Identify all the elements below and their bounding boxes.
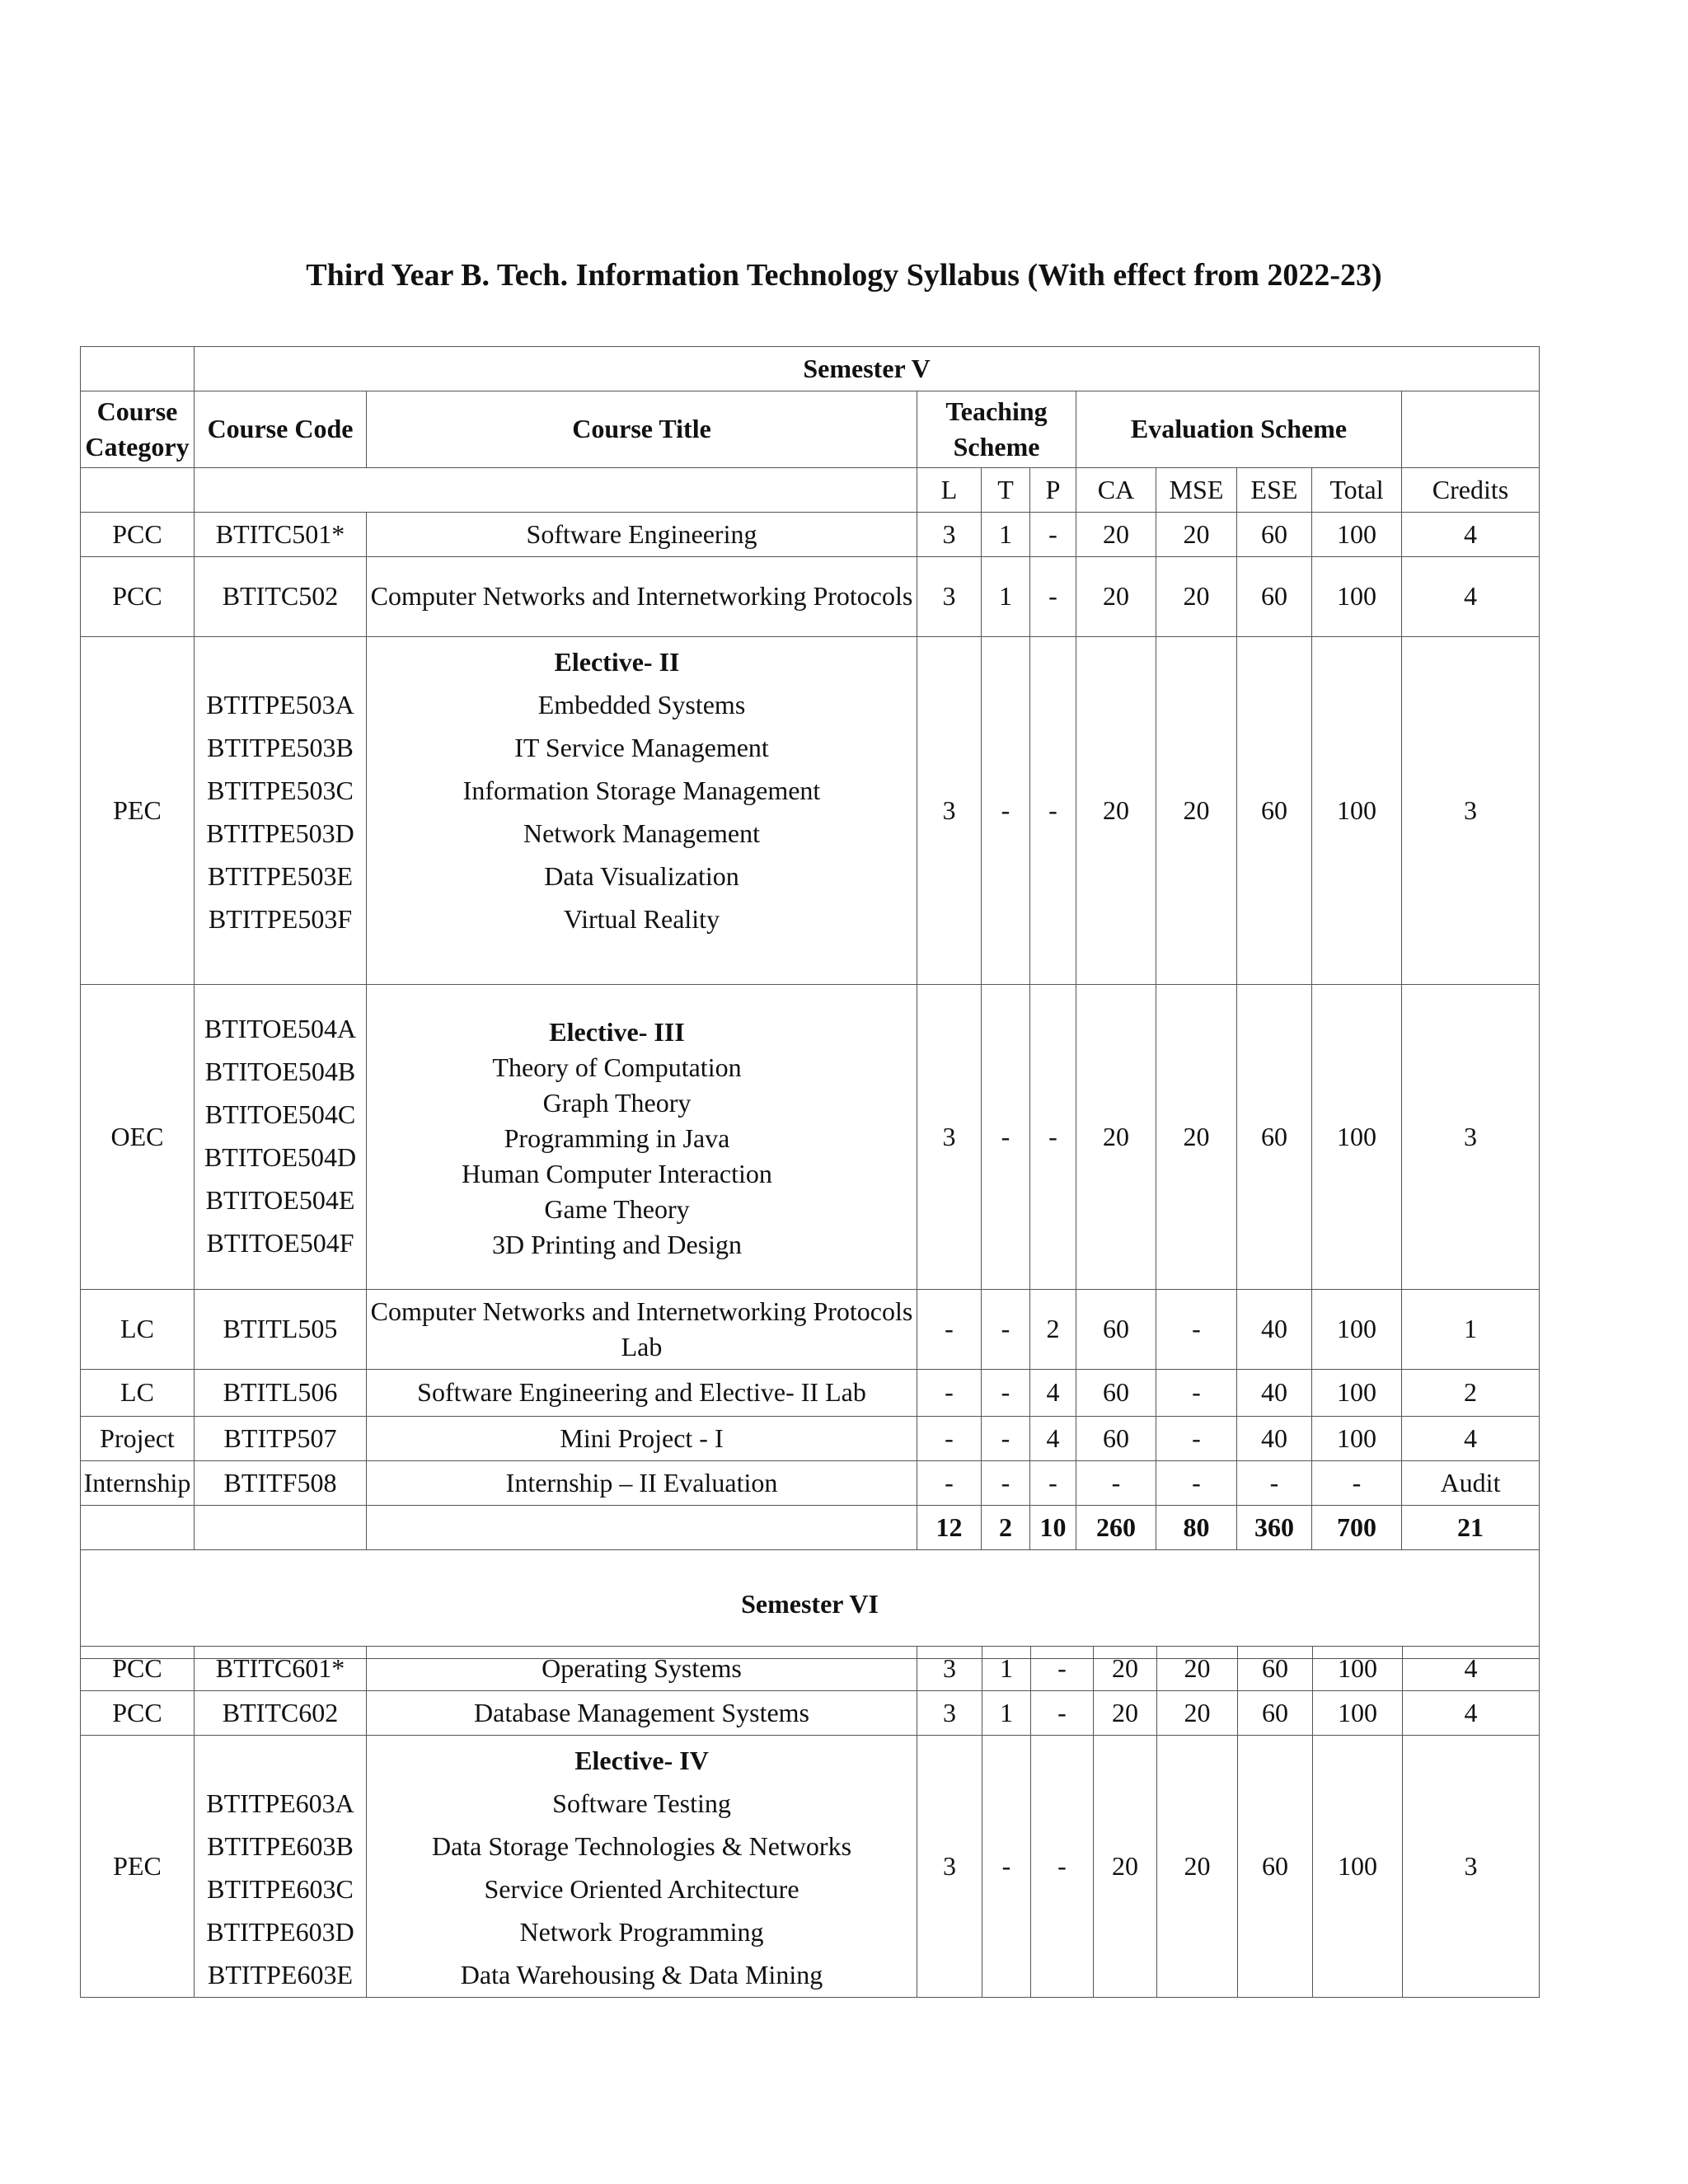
course-ese: 60	[1237, 985, 1312, 1290]
header-t: T	[982, 468, 1030, 513]
course-code: BTITPE503A	[206, 690, 354, 719]
course-title: Data Storage Technologies & Networks	[431, 1831, 852, 1861]
course-mse: 20	[1157, 1691, 1238, 1736]
course-code: BTITOE504E	[205, 1185, 355, 1215]
page-title: Third Year B. Tech. Information Technology Syllabus (With effect from 2022-23)	[306, 258, 1382, 293]
course-category: PCC	[81, 557, 195, 637]
course-code: BTITPE603D	[206, 1917, 354, 1947]
course-total: 100	[1313, 1647, 1403, 1691]
course-title: Network Management	[523, 818, 760, 848]
total-credits: 21	[1402, 1506, 1540, 1550]
elective-codes	[195, 1736, 367, 1998]
course-ese: 60	[1238, 1691, 1313, 1736]
elective-codes	[195, 637, 367, 985]
course-ca: -	[1076, 1461, 1156, 1506]
course-p: 4	[1030, 1370, 1076, 1417]
course-title: Programming in Java	[504, 1123, 730, 1153]
totals-row	[81, 1506, 1540, 1550]
elective-iv-row	[81, 1736, 1540, 1998]
course-p: -	[1030, 637, 1076, 985]
elective-heading: Elective- IV	[574, 1746, 709, 1775]
total-p: 10	[1030, 1506, 1076, 1550]
course-ese: 60	[1237, 637, 1312, 985]
course-mse: 20	[1156, 513, 1237, 557]
course-ese: 60	[1237, 513, 1312, 557]
course-code: BTITC602	[195, 1691, 367, 1736]
header-ca: CA	[1076, 468, 1156, 513]
course-category: LC	[81, 1290, 195, 1370]
course-l: -	[917, 1370, 982, 1417]
subheader-row	[81, 468, 1540, 513]
course-code: BTITPE603A	[206, 1788, 354, 1818]
course-total: 100	[1312, 637, 1402, 985]
elective-iii-row	[81, 985, 1540, 1290]
course-ca: 60	[1076, 1290, 1156, 1370]
course-p: 2	[1030, 1290, 1076, 1370]
course-title: Information Storage Management	[462, 776, 821, 805]
course-title: IT Service Management	[514, 733, 769, 762]
course-title: Software Testing	[552, 1788, 731, 1818]
semester-vi-table	[80, 1646, 1540, 1998]
course-ca: 20	[1076, 637, 1156, 985]
course-code: BTITPE503B	[207, 733, 354, 762]
course-mse: -	[1156, 1417, 1237, 1461]
course-category: PCC	[81, 1647, 195, 1691]
course-row	[81, 513, 1540, 557]
course-mse: -	[1156, 1461, 1237, 1506]
course-ca: 20	[1076, 513, 1156, 557]
course-code: BTITPE603C	[207, 1874, 354, 1904]
semester-vi-label: Semester VI	[81, 1550, 1540, 1659]
course-credits: 4	[1402, 1417, 1540, 1461]
course-title: Computer Networks and Internetworking Protocols	[367, 557, 917, 637]
course-ese: 40	[1237, 1417, 1312, 1461]
course-t: -	[982, 1461, 1030, 1506]
course-t: 1	[982, 557, 1030, 637]
course-credits: 4	[1402, 557, 1540, 637]
course-credits: 4	[1402, 513, 1540, 557]
total-mse: 80	[1156, 1506, 1237, 1550]
course-ese: 40	[1237, 1290, 1312, 1370]
course-mse: -	[1156, 1290, 1237, 1370]
course-l: -	[917, 1461, 982, 1506]
course-code: BTITC502	[195, 557, 367, 637]
course-l: 3	[917, 1691, 982, 1736]
course-row	[81, 557, 1540, 637]
course-title: Operating Systems	[367, 1647, 917, 1691]
course-mse: 20	[1156, 637, 1237, 985]
course-code: BTITOE504F	[206, 1228, 354, 1258]
course-title: 3D Printing and Design	[491, 1230, 743, 1259]
course-credits: 3	[1402, 637, 1540, 985]
course-code: BTITP507	[195, 1417, 367, 1461]
course-p: 4	[1030, 1417, 1076, 1461]
course-p: -	[1031, 1691, 1094, 1736]
course-title: Data Visualization	[544, 861, 739, 891]
course-category: PCC	[81, 1691, 195, 1736]
course-credits: 1	[1402, 1290, 1540, 1370]
course-l: 3	[917, 637, 982, 985]
header-p: P	[1030, 468, 1076, 513]
course-title: Service Oriented Architecture	[484, 1874, 799, 1904]
course-category: Internship	[81, 1461, 195, 1506]
course-row	[81, 1461, 1540, 1506]
course-total: 100	[1313, 1691, 1403, 1736]
elective-ii-row	[81, 637, 1540, 985]
course-p: -	[1030, 985, 1076, 1290]
header-mse: MSE	[1156, 468, 1237, 513]
course-credits: Audit	[1402, 1461, 1540, 1506]
course-l: 3	[917, 1647, 982, 1691]
semester-label-row	[81, 347, 1540, 391]
course-t: 1	[982, 1647, 1031, 1691]
course-mse: -	[1156, 1370, 1237, 1417]
course-ca: 60	[1076, 1417, 1156, 1461]
course-t: 1	[982, 1691, 1031, 1736]
semester-v-label: Semester V	[195, 347, 1540, 391]
course-credits: 3	[1402, 985, 1540, 1290]
header-course-code: Course Code	[195, 391, 367, 468]
course-code: BTITL505	[195, 1290, 367, 1370]
course-ca: 60	[1076, 1370, 1156, 1417]
course-code: BTITOE504B	[204, 1057, 356, 1086]
elective-heading: Elective- II	[554, 647, 680, 677]
course-title: Virtual Reality	[563, 904, 720, 934]
elective-titles	[367, 1736, 917, 1998]
course-category: Project	[81, 1417, 195, 1461]
course-total: -	[1312, 1461, 1402, 1506]
course-row	[81, 1290, 1540, 1370]
semester-vi-label-row	[81, 1550, 1540, 1659]
course-code: BTITPE603E	[208, 1960, 353, 1990]
course-mse: 20	[1157, 1736, 1238, 1998]
course-l: -	[917, 1290, 982, 1370]
header-l: L	[917, 468, 982, 513]
course-t: -	[982, 1370, 1030, 1417]
course-title: Internship – II Evaluation	[367, 1461, 917, 1506]
course-p: -	[1030, 513, 1076, 557]
course-code: BTITPE503C	[207, 776, 354, 805]
header-evaluation-scheme: Evaluation Scheme	[1076, 391, 1402, 468]
course-p: -	[1030, 557, 1076, 637]
course-ca: 20	[1094, 1647, 1157, 1691]
course-ca: 20	[1094, 1736, 1157, 1998]
course-title: Software Engineering	[367, 513, 917, 557]
header-credits: Credits	[1402, 468, 1540, 513]
header-ese: ESE	[1237, 468, 1312, 513]
course-mse: 20	[1157, 1647, 1238, 1691]
header-teaching-scheme: Teaching Scheme	[917, 391, 1076, 468]
course-ese: -	[1237, 1461, 1312, 1506]
course-l: 3	[917, 985, 982, 1290]
course-title: Data Warehousing & Data Mining	[460, 1960, 823, 1990]
course-total: 100	[1312, 1290, 1402, 1370]
course-l: 3	[917, 1736, 982, 1998]
course-total: 100	[1312, 1417, 1402, 1461]
course-title: Embedded Systems	[537, 690, 746, 719]
course-code: BTITPE603B	[207, 1831, 354, 1861]
course-ese: 60	[1238, 1647, 1313, 1691]
total-t: 2	[982, 1506, 1030, 1550]
course-title: Network Programming	[519, 1917, 764, 1947]
semester-v-table	[80, 346, 1540, 1659]
course-code: BTITC601*	[195, 1647, 367, 1691]
elective-codes	[195, 985, 367, 1290]
course-t: -	[982, 637, 1030, 985]
course-p: -	[1031, 1736, 1094, 1998]
course-mse: 20	[1156, 985, 1237, 1290]
course-title: Database Management Systems	[367, 1691, 917, 1736]
course-ese: 40	[1237, 1370, 1312, 1417]
total-total: 700	[1312, 1506, 1402, 1550]
course-category: PEC	[81, 1736, 195, 1998]
course-p: -	[1030, 1461, 1076, 1506]
header-course-title: Course Title	[367, 391, 917, 468]
course-title: Theory of Computation	[492, 1052, 742, 1082]
elective-titles	[367, 985, 917, 1290]
course-row	[81, 1691, 1540, 1736]
course-title: Mini Project - I	[367, 1417, 917, 1461]
course-category: OEC	[81, 985, 195, 1290]
course-row	[81, 1647, 1540, 1691]
course-t: -	[982, 1290, 1030, 1370]
course-code: BTITL506	[195, 1370, 367, 1417]
course-l: 3	[917, 513, 982, 557]
course-t: -	[982, 985, 1030, 1290]
course-t: -	[982, 1417, 1030, 1461]
course-row	[81, 1417, 1540, 1461]
course-row	[81, 1370, 1540, 1417]
course-category: PEC	[81, 637, 195, 985]
header-total: Total	[1312, 468, 1402, 513]
course-credits: 2	[1402, 1370, 1540, 1417]
header-course-category: Course Category	[81, 391, 195, 468]
course-code: BTITC501*	[195, 513, 367, 557]
course-ese: 60	[1238, 1736, 1313, 1998]
total-ese: 360	[1237, 1506, 1312, 1550]
course-p: -	[1031, 1647, 1094, 1691]
course-t: -	[982, 1736, 1031, 1998]
header-row	[81, 391, 1540, 468]
course-title: Software Engineering and Elective- II Lab	[367, 1370, 917, 1417]
course-total: 100	[1312, 513, 1402, 557]
elective-heading: Elective- III	[549, 1017, 685, 1047]
course-code: BTITPE503E	[208, 861, 353, 891]
course-ca: 20	[1076, 557, 1156, 637]
course-code: BTITPE503F	[208, 904, 353, 934]
course-code: BTITF508	[195, 1461, 367, 1506]
course-mse: 20	[1156, 557, 1237, 637]
course-ese: 60	[1237, 557, 1312, 637]
course-credits: 4	[1403, 1647, 1540, 1691]
total-ca: 260	[1076, 1506, 1156, 1550]
course-total: 100	[1312, 985, 1402, 1290]
total-l: 12	[917, 1506, 982, 1550]
course-total: 100	[1312, 557, 1402, 637]
elective-titles	[367, 637, 917, 985]
course-total: 100	[1312, 1370, 1402, 1417]
course-code: BTITOE504C	[204, 1099, 356, 1129]
course-total: 100	[1313, 1736, 1403, 1998]
course-title: Game Theory	[544, 1194, 690, 1224]
course-category: LC	[81, 1370, 195, 1417]
course-category: PCC	[81, 513, 195, 557]
course-title: Graph Theory	[542, 1088, 692, 1118]
course-title: Computer Networks and Internetworking Protocols Lab	[367, 1290, 917, 1370]
course-code: BTITPE503D	[206, 818, 354, 848]
course-credits: 4	[1403, 1691, 1540, 1736]
course-code: BTITOE504D	[204, 1142, 357, 1172]
course-l: 3	[917, 557, 982, 637]
course-credits: 3	[1403, 1736, 1540, 1998]
course-l: -	[917, 1417, 982, 1461]
course-title: Human Computer Interaction	[462, 1159, 772, 1188]
course-ca: 20	[1094, 1691, 1157, 1736]
course-code: BTITOE504A	[204, 1014, 357, 1043]
course-t: 1	[982, 513, 1030, 557]
course-ca: 20	[1076, 985, 1156, 1290]
